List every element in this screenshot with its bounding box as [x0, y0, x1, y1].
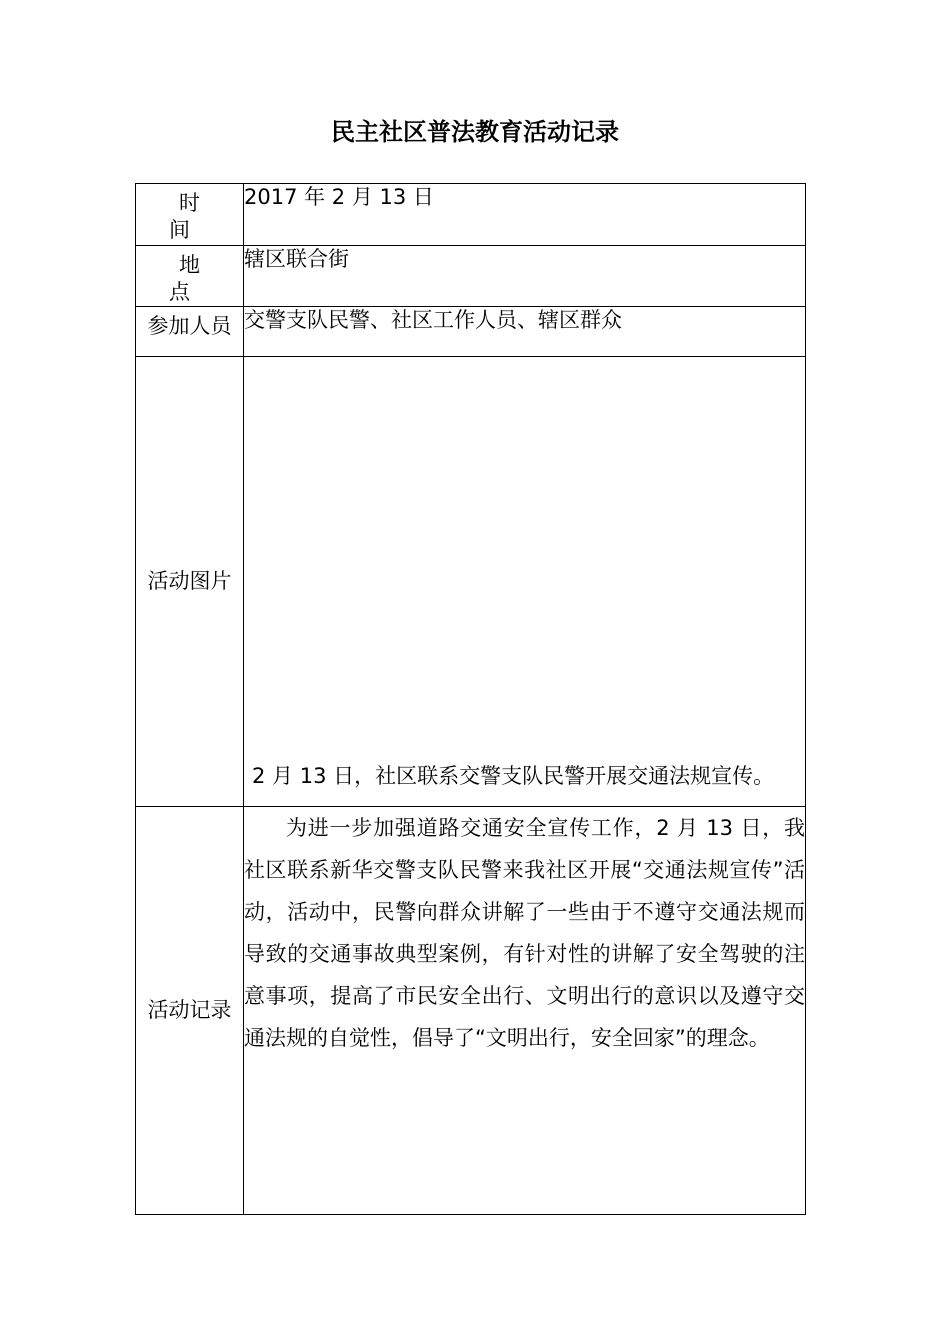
- record-label: 活动记录: [136, 807, 244, 1215]
- place-row: [136, 245, 806, 307]
- time-label: 时 间: [136, 184, 244, 246]
- participants-row: [136, 307, 806, 357]
- record-content: [244, 807, 806, 1215]
- time-row: [136, 184, 806, 246]
- participants-label: 参加人员: [136, 307, 244, 357]
- participants-value: 交警支队民警、社区工作人员、辖区群众: [244, 307, 806, 357]
- record-text: 为进一步加强道路交通安全宣传工作，2 月 13 日，我社区联系新华交警支队民警来我社区开展“交通法规宣传”活动，活动中，民警向群众讲解了一些由于不遵守交通法规而导致的交通事故典型案例，有针对性的讲解了安全驾驶的注意事项，提高了市民安全出行、文明出行的意识以及遵守交通法规的自觉性，倡导了“文明出行，安全回家”的理念。: [244, 816, 805, 1051]
- place-value: 辖区联合街: [244, 245, 806, 307]
- time-value: 2017 年 2 月 13 日: [244, 184, 806, 246]
- photo-area: [244, 357, 806, 807]
- record-row: [136, 807, 806, 1215]
- photo-label: 活动图片: [136, 357, 244, 807]
- page-title: 民主社区普法教育活动记录: [331, 118, 619, 146]
- photo-caption: 2 月 13 日，社区联系交警支队民警开展交通法规宣传。: [252, 763, 775, 788]
- place-label: 地 点: [136, 245, 244, 307]
- photo-row: [136, 357, 806, 807]
- activity-record-table: [135, 183, 806, 1215]
